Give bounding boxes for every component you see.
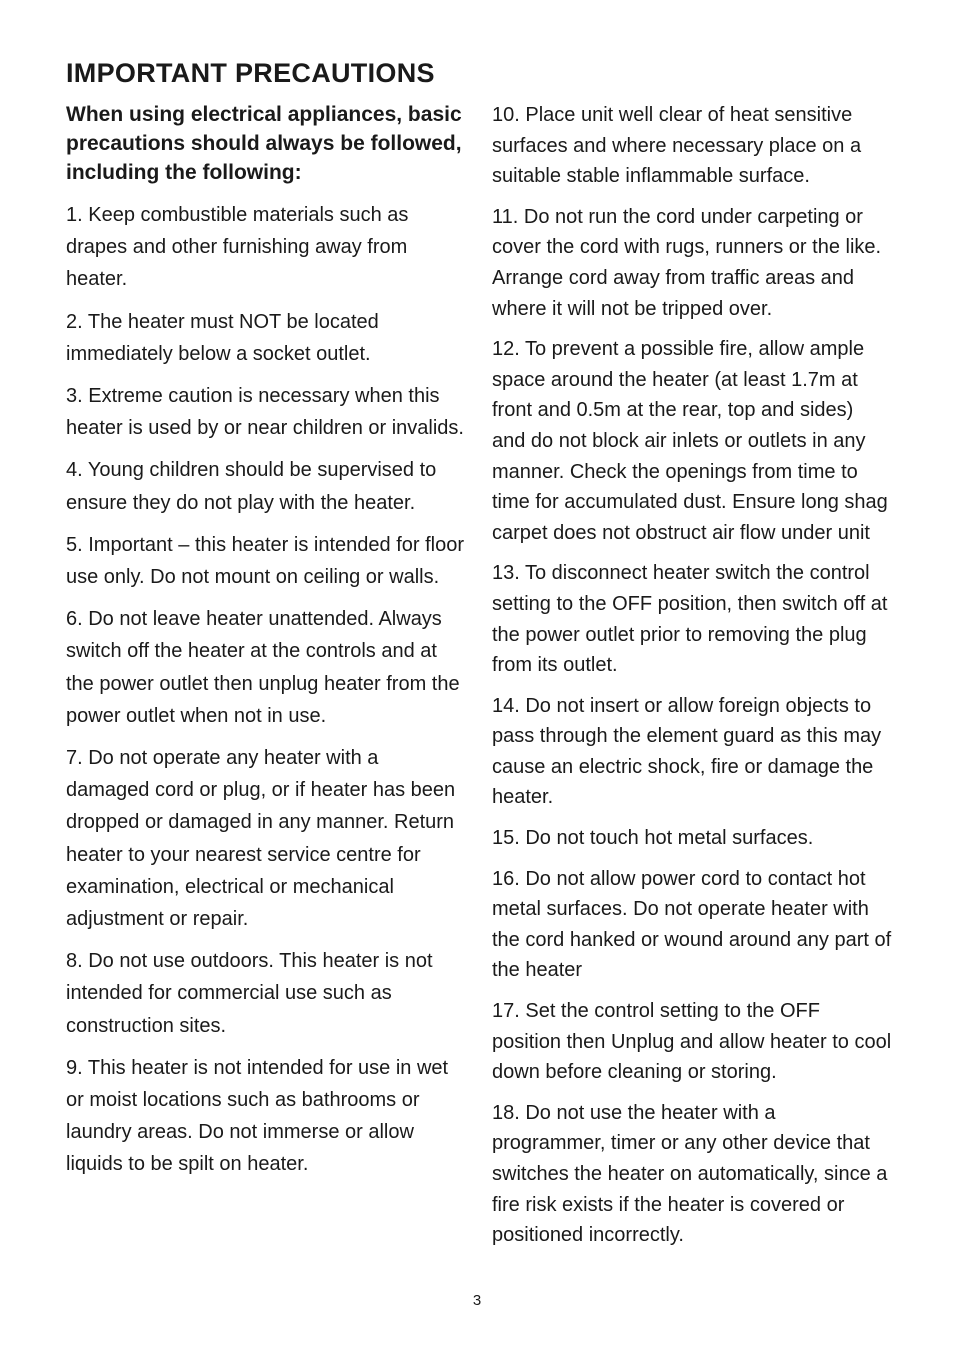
right-column [492, 100, 892, 1261]
page-title: IMPORTANT PRECAUTIONS [66, 58, 435, 88]
precaution-6: 6. Do not leave heater unattended. Always switch off the heater at the controls and at the power outlet then unplug heater from the power outlet when not in use. [66, 608, 460, 727]
precaution-11: 11. Do not run the cord under carpeting or cover the cord with rugs, runners or the like. Arrange cord away from traffic areas and where it will not be tripped over. [492, 205, 882, 320]
precaution-2: 2. The heater must NOT be located immediately below a socket outlet. [66, 310, 379, 365]
precaution-1: 1. Keep combustible materials such as drapes and other furnishing away from heater. [66, 204, 409, 291]
intro-text: When using electrical appliances, basic precautions should always be followed, including the following: [66, 103, 462, 184]
precaution-9: 9. This heater is not intended for use in wet or moist locations such as bathrooms or laundry areas. Do not immerse or allow liquids to be spilt on heater. [66, 1056, 449, 1176]
precaution-13: 13. To disconnect heater switch the control setting to the OFF position, then switch off at the power outlet prior to removing the plug from its outlet. [492, 562, 888, 677]
precaution-4: 4. Young children should be supervised to ensure they do not play with the heater. [66, 459, 437, 514]
precaution-10: 10. Place unit well clear of heat sensitive surfaces and where necessary place on a suitable stable inflammable surface. [492, 104, 862, 188]
page-number: 3 [472, 1292, 482, 1309]
precaution-16: 16. Do not allow power cord to contact hot metal surfaces. Do not operate heater with the cord hanked or wound around any part of the heater [492, 867, 892, 982]
precaution-18: 18. Do not use the heater with a programmer, timer or any other device that switches the heater on automatically, since a fire risk exists if the heater is covered or positioned incorrectly. [492, 1101, 888, 1247]
precaution-12: 12. To prevent a possible fire, allow ample space around the heater (at least 1.7m at front and 0.5m at the rear, top and sides) and do not block air inlets or outlets in any manner. Check the openings from time to time for accumulated dust. Ensure long shag carpet does not obstruct air flow under unit [492, 338, 888, 544]
left-column [66, 100, 466, 1191]
precaution-3: 3. Extreme caution is necessary when this heater is used by or near children or invalids. [66, 385, 464, 440]
precaution-8: 8. Do not use outdoors. This heater is not intended for commercial use such as construction sites. [66, 950, 433, 1037]
precaution-5: 5. Important – this heater is intended for floor use only. Do not mount on ceiling or walls. [66, 533, 464, 589]
precaution-17: 17. Set the control setting to the OFF position then Unplug and allow heater to cool down before cleaning or storing. [492, 1000, 892, 1084]
precaution-7: 7. Do not operate any heater with a damaged cord or plug, or if heater has been dropped or damaged in any manner. Return heater to your nearest service centre for examination, electrical or mechanical adjustment or repair. [66, 747, 456, 931]
precaution-14: 14. Do not insert or allow foreign objects to pass through the element guard as this may cause an electric shock, fire or damage the heater. [492, 694, 882, 809]
precaution-15: 15. Do not touch hot metal surfaces. [492, 827, 814, 850]
